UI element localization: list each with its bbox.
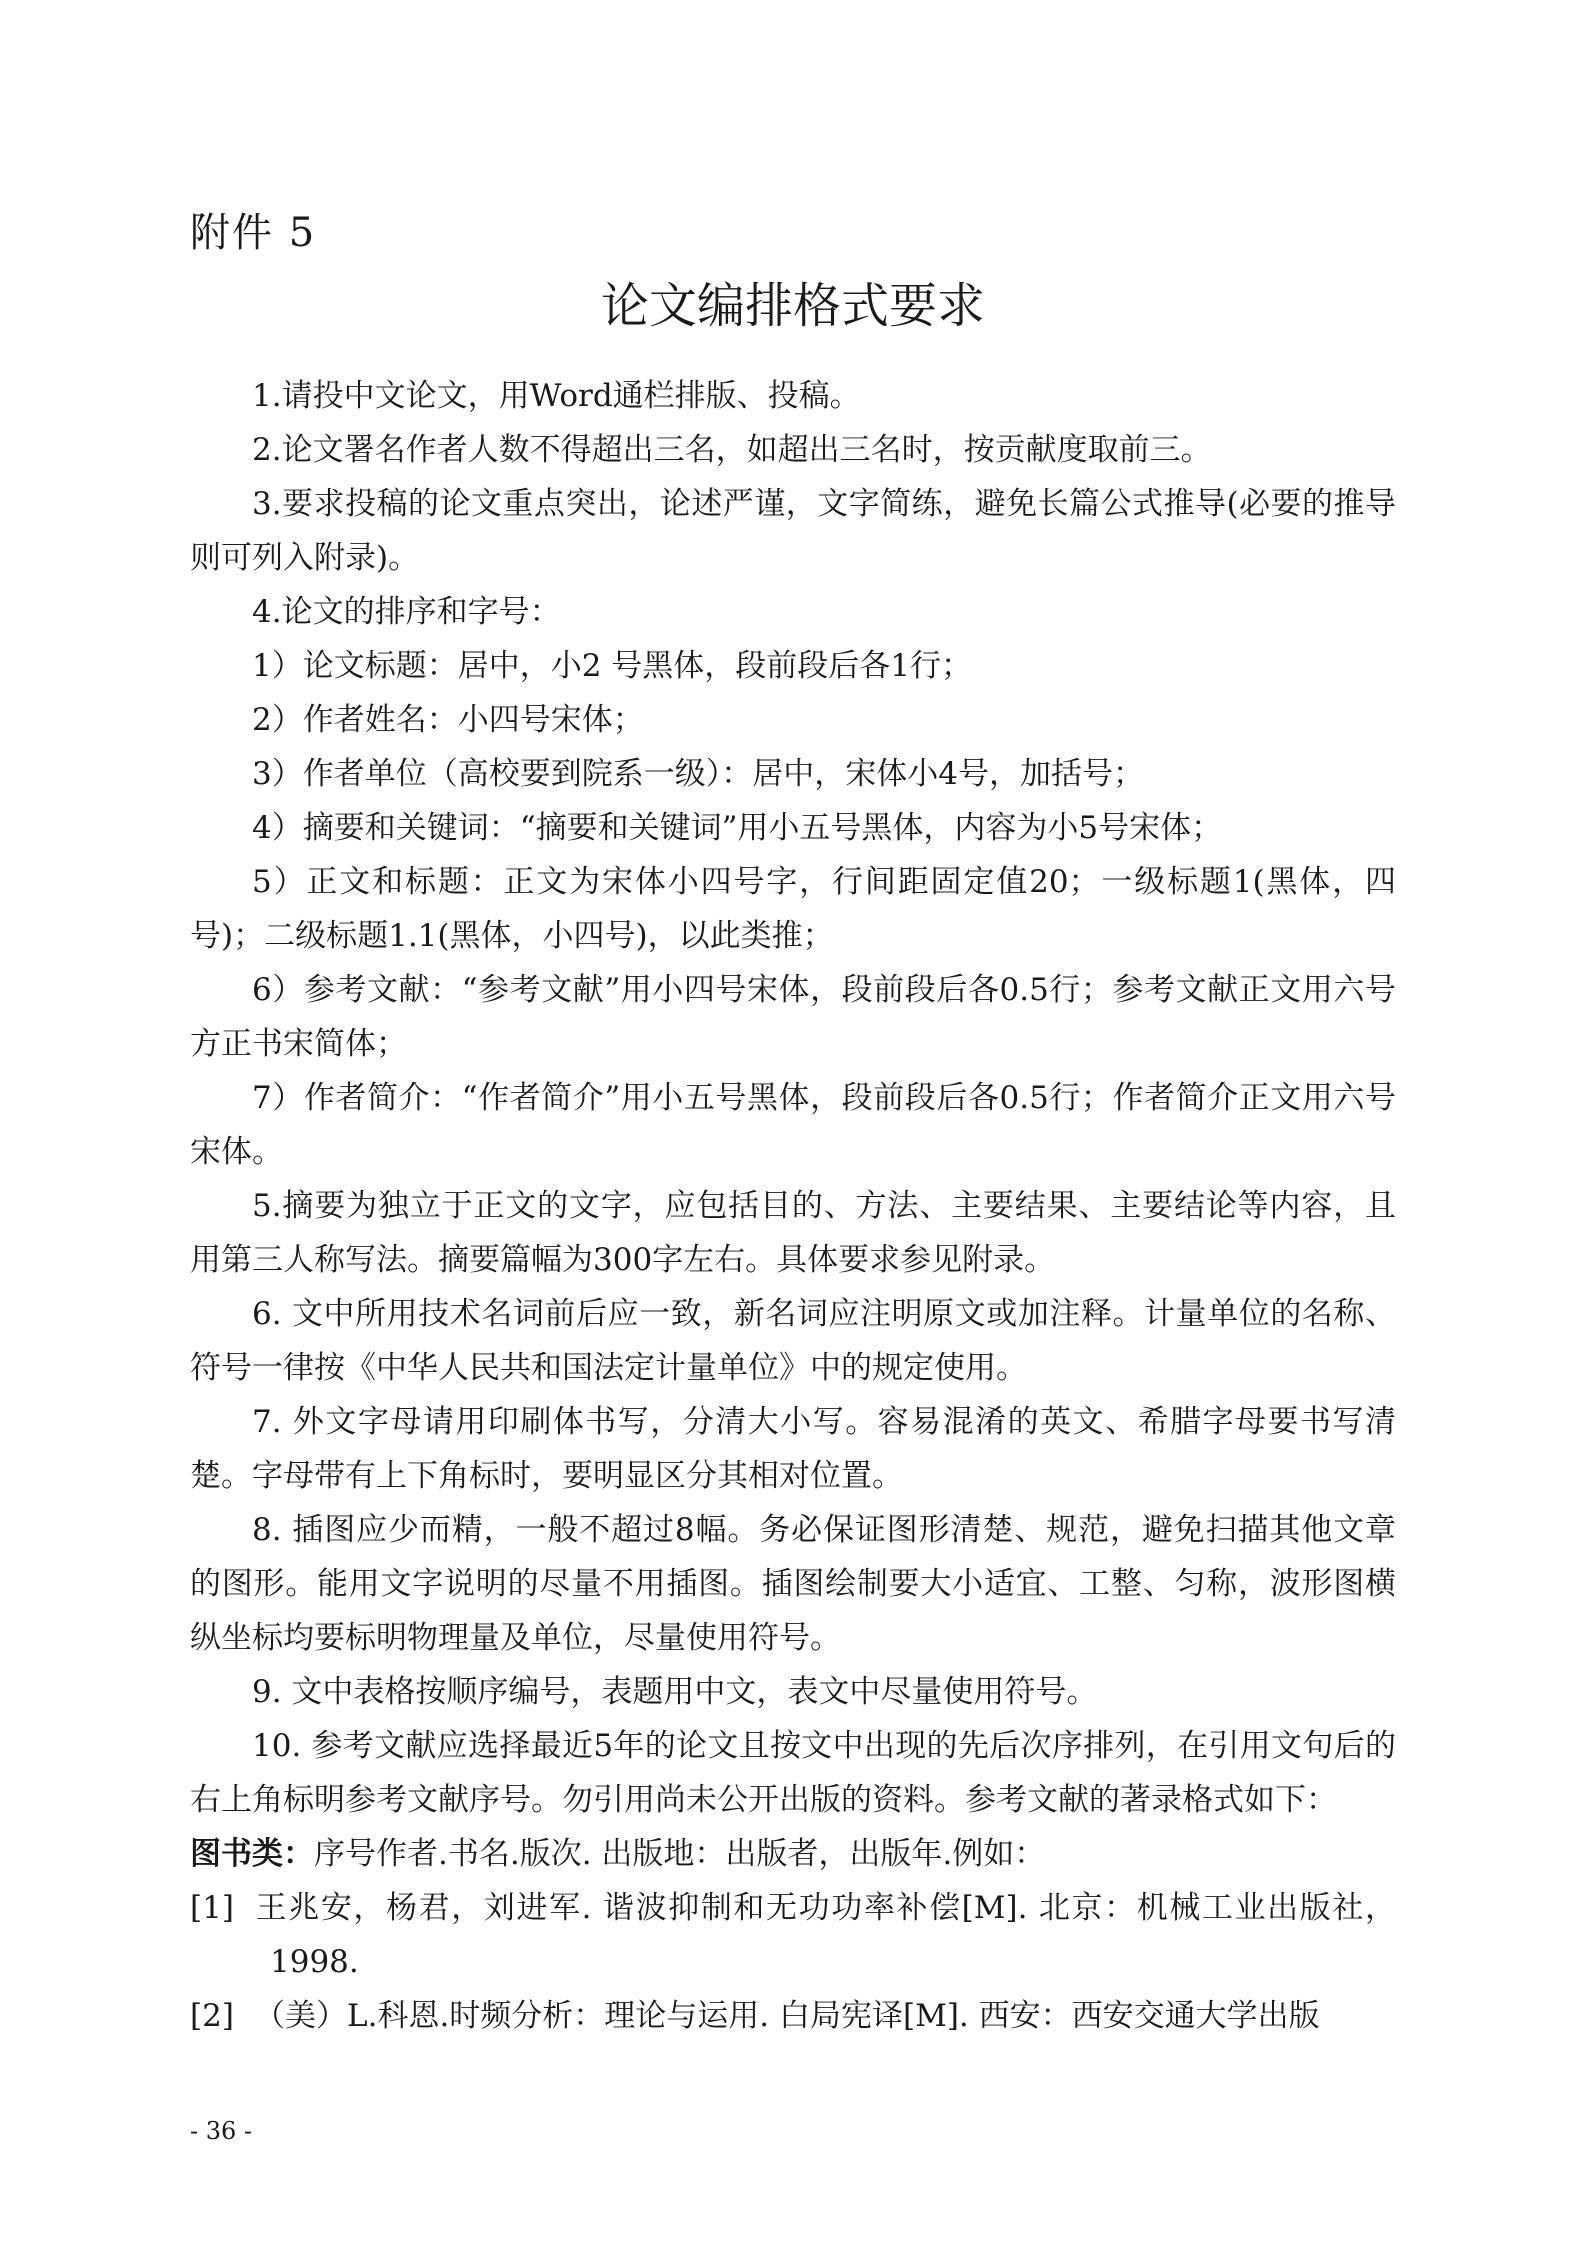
- book-format-line: [190, 1827, 1396, 1881]
- paragraph: 10. 参考文献应选择最近5年的论文且按文中出现的先后次序排列，在引用文句后的右上角标明参考文献序号。勿引用尚未公开出版的资料。参考文献的著录格式如下：: [190, 1728, 1396, 1818]
- reference-number: [2]: [190, 1998, 234, 2034]
- paragraph: 4）摘要和关键词：“摘要和关键词”用小五号黑体，内容为小5号宋体；: [252, 810, 1223, 846]
- paragraph: 3.要求投稿的论文重点突出，论述严谨，文字简练，避免长篇公式推导(必要的推导则可列入附录)。: [190, 486, 1396, 576]
- reference-number: [1]: [190, 1890, 234, 1926]
- reference-text: （美）L.科恩.时频分析：理论与运用. 白局宪译[M]. 西安：西安交通大学出版: [254, 1998, 1320, 2034]
- reference-text: 王兆安，杨君，刘进军. 谐波抑制和无功功率补偿[M]. 北京：机械工业出版社，1998.: [254, 1890, 1396, 1980]
- attachment-label: 附件 5: [190, 210, 317, 256]
- book-format-text: 序号作者.书名.版次. 出版地：出版者，出版年.例如：: [314, 1836, 1046, 1872]
- reference-item: [190, 1881, 1396, 1989]
- paragraph: 5.摘要为独立于正文的文字，应包括目的、方法、主要结果、主要结论等内容，且用第三人称写法。摘要篇幅为300字左右。具体要求参见附录。: [190, 1188, 1396, 1278]
- paragraph: 3）作者单位（高校要到院系一级）：居中，宋体小4号，加括号；: [252, 756, 1144, 792]
- page-number: - 36 -: [190, 2117, 253, 2145]
- paragraph: 4.论文的排序和字号：: [252, 594, 561, 630]
- paragraph: 9. 文中表格按顺序编号，表题用中文，表文中尽量使用符号。: [252, 1674, 1098, 1710]
- document-body: [190, 369, 1396, 2043]
- paragraph: 7. 外文字母请用印刷体书写，分清大小写。容易混淆的英文、希腊字母要书写清楚。字母带有上下角标时，要明显区分其相对位置。: [190, 1404, 1396, 1494]
- paragraph: 1）论文标题：居中，小2 号黑体，段前段后各1行；: [252, 648, 973, 684]
- document-title: 论文编排格式要求: [600, 278, 985, 334]
- paragraph: 8. 插图应少而精，一般不超过8幅。务必保证图形清楚、规范，避免扫描其他文章的图形。能用文字说明的尽量不用插图。插图绘制要大小适宜、工整、匀称，波形图横纵坐标均要标明物理量及单位，尽量使用符号。: [190, 1512, 1396, 1656]
- paragraph: 1.请投中文论文，用Word通栏排版、投稿。: [252, 378, 861, 414]
- reference-item: [190, 1989, 1396, 2043]
- paragraph: 6）参考文献：“参考文献”用小四号宋体，段前段后各0.5行；参考文献正文用六号方正书宋简体；: [190, 972, 1396, 1062]
- paragraph: 2.论文署名作者人数不得超出三名，如超出三名时，按贡献度取前三。: [252, 432, 1212, 468]
- paragraph: 6. 文中所用技术名词前后应一致，新名词应注明原文或加注释。计量单位的名称、符号一律按《中华人民共和国法定计量单位》中的规定使用。: [190, 1296, 1396, 1386]
- paragraph: 7）作者简介：“作者简介”用小五号黑体，段前段后各0.5行；作者简介正文用六号宋体。: [190, 1080, 1396, 1170]
- paragraph: 5）正文和标题：正文为宋体小四号字，行间距固定值20；一级标题1(黑体，四号)；二级标题1.1(黑体，小四号)，以此类推；: [190, 864, 1396, 954]
- book-format-label: 图书类：: [190, 1836, 314, 1872]
- paragraph: 2）作者姓名：小四号宋体；: [252, 702, 644, 738]
